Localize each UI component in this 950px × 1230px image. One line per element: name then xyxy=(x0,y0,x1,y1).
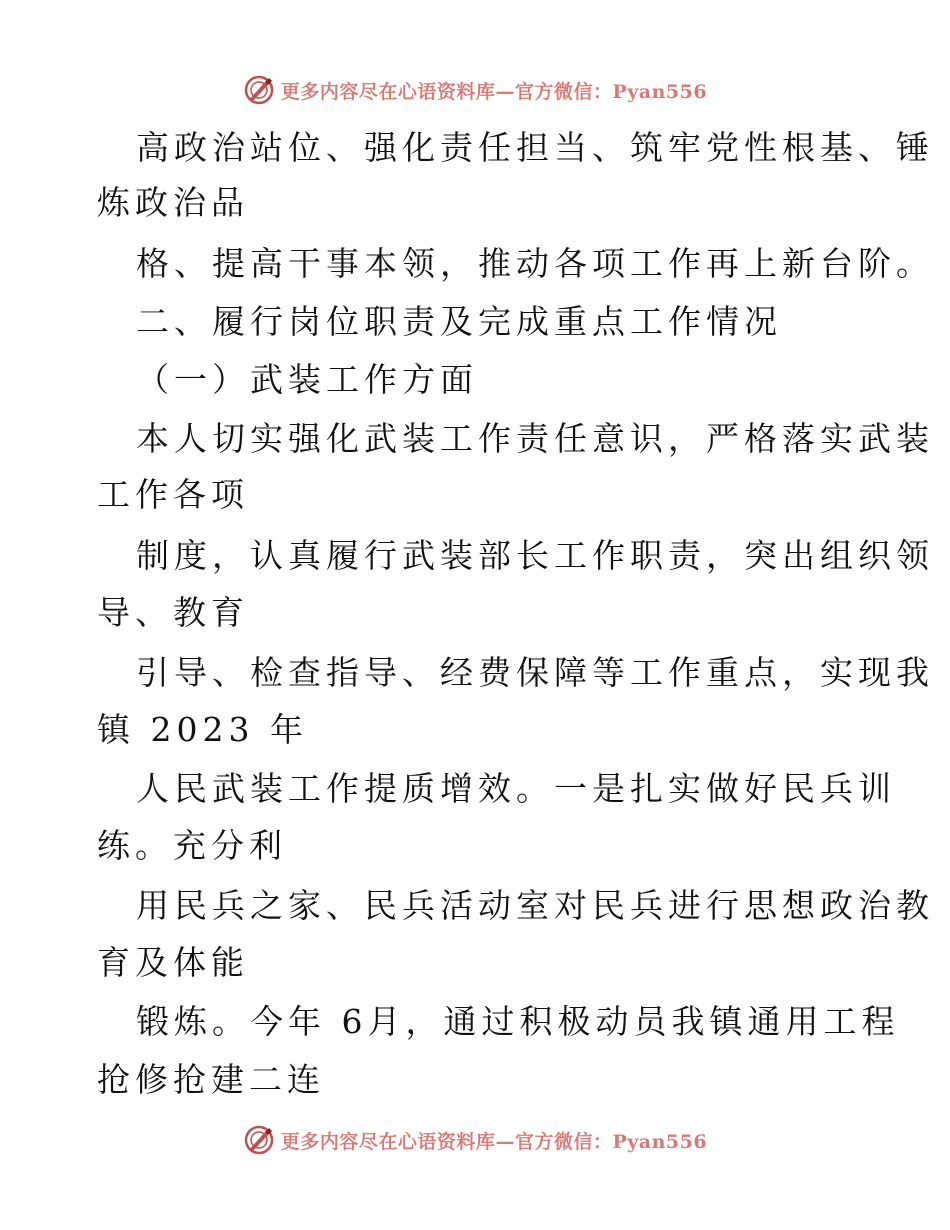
body-line: 制度，认真履行武装部长工作职责，突出组织领 xyxy=(136,536,934,575)
body-line: 镇 2023 年 xyxy=(97,710,308,749)
body-line: 高政治站位、强化责任担当、筑牢党性根基、锤 xyxy=(136,128,934,167)
body-line: 格、提高干事本领，推动各项工作再上新台阶。 xyxy=(136,244,934,283)
body-line: 导、教育 xyxy=(97,593,249,632)
body-line: 用民兵之家、民兵活动室对民兵进行思想政治教 xyxy=(136,886,934,925)
banner-brand: 更多内容尽在心语资料库 xyxy=(280,80,496,103)
banner-text xyxy=(281,1127,707,1154)
pen-circle-logo-icon xyxy=(243,1124,275,1156)
section-heading: 二、履行岗位职责及完成重点工作情况 xyxy=(136,302,782,341)
body-line: 工作各项 xyxy=(97,475,249,514)
body-line: 育及体能 xyxy=(97,943,249,982)
banner-wechat: 官方微信：Pyan556 xyxy=(514,80,708,103)
banner-text xyxy=(281,77,707,104)
body-line: 引导、检查指导、经费保障等工作重点，实现我 xyxy=(136,653,934,692)
body-line: 炼政治品 xyxy=(97,183,249,222)
body-line: 本人切实强化武装工作责任意识，严格落实武装 xyxy=(136,419,934,458)
banner-separator: — xyxy=(495,1130,515,1153)
pen-circle-logo-icon xyxy=(243,74,275,106)
footer-banner xyxy=(0,1120,950,1160)
body-line: 练。充分利 xyxy=(97,826,287,865)
banner-brand: 更多内容尽在心语资料库 xyxy=(280,1130,496,1153)
body-line: 人民武装工作提质增效。一是扎实做好民兵训 xyxy=(136,769,896,808)
subsection-heading: （一）武装工作方面 xyxy=(136,360,478,399)
body-line: 抢修抢建二连 xyxy=(97,1060,325,1099)
header-banner xyxy=(0,70,950,110)
banner-wechat: 官方微信：Pyan556 xyxy=(514,1130,708,1153)
body-line: 锻炼。今年 6月，通过积极动员我镇通用工程 xyxy=(136,1002,900,1041)
banner-separator: — xyxy=(495,80,515,103)
